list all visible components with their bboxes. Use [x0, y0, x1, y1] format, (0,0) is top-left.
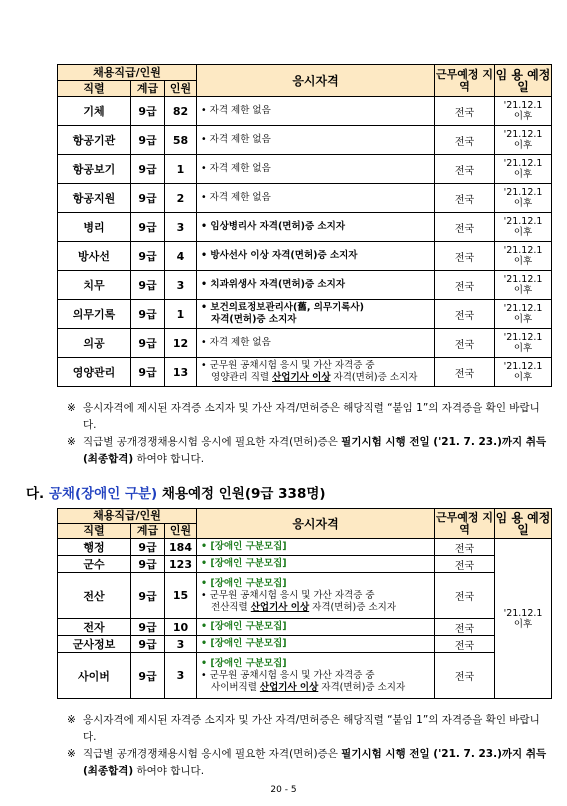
job-cell: 영양관리	[58, 358, 131, 387]
grade-cell: 9급	[131, 573, 165, 619]
qualification-cell: • 자격 제한 없음	[197, 97, 435, 126]
header-job: 직렬	[58, 81, 131, 97]
count-cell: 15	[165, 573, 197, 619]
note-deadline-2: ※ 직급별 공개경쟁채용시험 응시에 필요한 자격(면허)증은 필기시험 시행 전일 ('21. 7. 23.)까지 취득(최종합격) 하여야 합니다.	[67, 748, 547, 777]
job-cell: 항공기관	[58, 126, 131, 155]
header-date: 임 용 예정일	[495, 510, 551, 537]
job-cell: 사이버	[58, 653, 131, 699]
header-qualification: 응시자격	[197, 65, 435, 97]
grade-cell: 9급	[131, 636, 165, 653]
region-cell: 전국	[435, 184, 495, 213]
grade-cell: 9급	[131, 539, 165, 556]
header-qualification: 응시자격	[197, 509, 435, 539]
count-cell: 10	[165, 619, 197, 636]
job-cell: 치무	[58, 271, 131, 300]
grade-cell: 9급	[131, 653, 165, 699]
count-cell: 4	[165, 242, 197, 271]
count-cell: 2	[165, 184, 197, 213]
section-heading-disabled: 다. 공채(장애인 구분) 채용예정 인원(9급 338명)	[26, 486, 326, 502]
count-cell: 3	[165, 653, 197, 699]
table-row	[58, 539, 552, 556]
date-cell: '21.12.1 이후	[495, 97, 552, 126]
region-cell: 전국	[435, 573, 495, 619]
region-cell: 전국	[435, 636, 495, 653]
table-row	[58, 126, 552, 155]
header-region: 근무예정 지 역	[435, 65, 495, 97]
count-cell: 82	[165, 97, 197, 126]
grade-cell: 9급	[131, 213, 165, 242]
header-region: 근무예정 지 역	[435, 509, 495, 539]
date-cell: '21.12.1 이후	[495, 184, 552, 213]
region-cell: 전국	[435, 213, 495, 242]
table-row	[58, 213, 552, 242]
region-cell: 전국	[435, 556, 495, 573]
job-cell: 전산	[58, 573, 131, 619]
region-cell: 전국	[435, 619, 495, 636]
job-cell: 항공보기	[58, 155, 131, 184]
region-cell: 전국	[435, 300, 495, 329]
note-certificate-2: ※ 응시자격에 제시된 자격증 소지자 및 가산 자격/면허증은 해당직렬 “붙임 1”의 자격증을 확인 바랍니다.	[67, 714, 540, 743]
count-cell: 13	[165, 358, 197, 387]
qualification-cell: • [장애인 구분모집]	[197, 619, 435, 636]
qualification-cell: • 자격 제한 없음	[197, 155, 435, 184]
grade-cell: 9급	[131, 556, 165, 573]
count-cell: 3	[165, 213, 197, 242]
region-cell: 전국	[435, 271, 495, 300]
table-row	[58, 184, 552, 213]
table-row	[58, 556, 552, 573]
qualification-cell: • [장애인 구분모집]	[197, 556, 435, 573]
job-cell: 의공	[58, 329, 131, 358]
date-cell: '21.12.1 이후	[495, 300, 552, 329]
date-cell: '21.12.1 이후	[495, 242, 552, 271]
date-cell: '21.12.1 이후	[495, 358, 552, 387]
job-cell: 군사정보	[58, 636, 131, 653]
qualification-cell: • [장애인 구분모집] • 군무원 공채시험 응시 및 가산 자격증 중 전산직렬 산업기사 이상 자격(면허)증 소지자	[197, 573, 435, 619]
table-row	[58, 573, 552, 619]
grade-cell: 9급	[131, 97, 165, 126]
region-cell: 전국	[435, 97, 495, 126]
table-row	[58, 358, 552, 387]
count-cell: 1	[165, 155, 197, 184]
table-row	[58, 242, 552, 271]
count-cell: 58	[165, 126, 197, 155]
table-row	[58, 97, 552, 126]
region-cell: 전국	[435, 653, 495, 699]
job-cell: 전자	[58, 619, 131, 636]
header-group: 채용직급/인원	[58, 65, 197, 81]
grade-cell: 9급	[131, 242, 165, 271]
qualification-cell: • [장애인 구분모집] • 군무원 공채시험 응시 및 가산 자격증 중 사이버직렬 산업기사 이상 자격(면허)증 소지자	[197, 653, 435, 699]
grade-cell: 9급	[131, 358, 165, 387]
header-date: 임 용 예정일	[495, 65, 552, 97]
qualification-cell: • 임상병리사 자격(면허)증 소지자	[197, 213, 435, 242]
page-number: 20 - 5	[270, 785, 297, 795]
grade-cell: 9급	[131, 271, 165, 300]
table-row	[58, 653, 552, 699]
qualification-cell: • 자격 제한 없음	[197, 126, 435, 155]
region-cell: 전국	[435, 329, 495, 358]
grade-cell: 9급	[131, 155, 165, 184]
qualification-cell: • [장애인 구분모집]	[197, 539, 435, 556]
header-count: 인원	[165, 524, 197, 539]
date-cell: '21.12.1 이후	[495, 329, 552, 358]
table-row	[58, 155, 552, 184]
header-grade: 계급	[131, 81, 165, 97]
job-cell: 병리	[58, 213, 131, 242]
note-certificate-1: ※ 응시자격에 제시된 자격증 소지자 및 가산 자격/면허증은 해당직렬 “붙임 1”의 자격증을 확인 바랍니다.	[67, 402, 540, 431]
job-cell: 기체	[58, 97, 131, 126]
table-row	[58, 329, 552, 358]
grade-cell: 9급	[131, 329, 165, 358]
qualification-cell: • 방사선사 이상 자격(면허)증 소지자	[197, 242, 435, 271]
region-cell: 전국	[435, 358, 495, 387]
qualification-cell: • 군무원 공채시험 응시 및 가산 자격증 중 영양관리 직렬 산업기사 이상 자격(면허)증 소지자	[197, 358, 435, 387]
note-deadline-1: ※ 직급별 공개경쟁채용시험 응시에 필요한 자격(면허)증은 필기시험 시행 전일 ('21. 7. 23.)까지 취득(최종합격) 하여야 합니다.	[67, 436, 547, 465]
date-cell: '21.12.1 이후	[495, 155, 552, 184]
region-cell: 전국	[435, 126, 495, 155]
count-cell: 184	[165, 539, 197, 556]
header-grade: 계급	[131, 524, 165, 539]
region-cell: 전국	[435, 242, 495, 271]
date-cell: '21.12.1 이후	[495, 126, 552, 155]
header-job: 직렬	[58, 524, 131, 539]
qualification-cell: • 자격 제한 없음	[197, 184, 435, 213]
table-row	[58, 300, 552, 329]
recruitment-table-general	[57, 64, 552, 387]
count-cell: 123	[165, 556, 197, 573]
count-cell: 1	[165, 300, 197, 329]
table-row	[58, 619, 552, 636]
date-cell: '21.12.1 이후	[495, 271, 552, 300]
qualification-cell: • [장애인 구분모집]	[197, 636, 435, 653]
date-cell: '21.12.1 이후	[495, 213, 552, 242]
table-row	[58, 636, 552, 653]
grade-cell: 9급	[131, 300, 165, 329]
region-cell: 전국	[435, 155, 495, 184]
table-row	[58, 271, 552, 300]
count-cell: 12	[165, 329, 197, 358]
job-cell: 항공지원	[58, 184, 131, 213]
count-cell: 3	[165, 271, 197, 300]
date-cell-merged: '21.12.1 이후	[495, 539, 552, 699]
job-cell: 방사선	[58, 242, 131, 271]
header-group: 채용직급/인원	[58, 509, 197, 524]
count-cell: 3	[165, 636, 197, 653]
qualification-cell: • 자격 제한 없음	[197, 329, 435, 358]
recruitment-table-disabled	[57, 508, 552, 699]
grade-cell: 9급	[131, 126, 165, 155]
header-count: 인원	[165, 81, 197, 97]
qualification-cell: • 치과위생사 자격(면허)증 소지자	[197, 271, 435, 300]
grade-cell: 9급	[131, 619, 165, 636]
qualification-cell: • 보건의료정보관리사(舊, 의무기록사) 자격(면허)증 소지자	[197, 300, 435, 329]
grade-cell: 9급	[131, 184, 165, 213]
job-cell: 행정	[58, 539, 131, 556]
job-cell: 군수	[58, 556, 131, 573]
job-cell: 의무기록	[58, 300, 131, 329]
region-cell: 전국	[435, 539, 495, 556]
